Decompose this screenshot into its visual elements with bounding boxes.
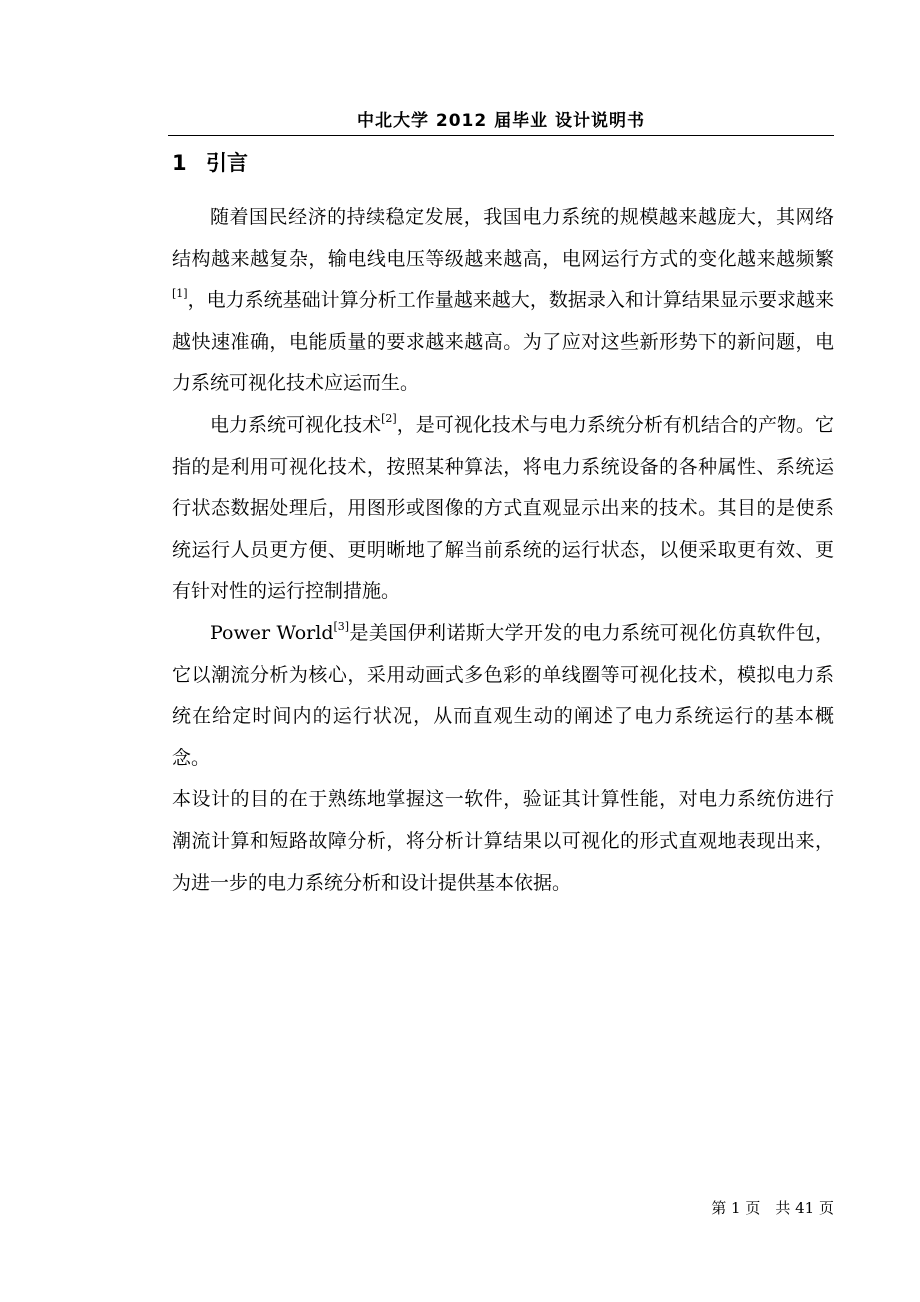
header-divider (168, 135, 834, 136)
body-text (172, 197, 834, 904)
paragraph-text: 是美国伊利诺斯大学开发的电力系统可视化仿真软件包，它以潮流分析为核心，采用动画式多色彩的单线圈等可视化技术，模拟电力系统在给定时间内的运行状况，从而直观生动的阐述了电力系统运行的基本概念。 (172, 621, 834, 769)
page-header: 中北大学 2012 届毕业 设计说明书 (356, 111, 646, 131)
citation-ref-3: [3] (333, 619, 350, 633)
paragraph-text: Power World (210, 621, 334, 644)
section-number: 1 (172, 151, 187, 175)
paragraph-text: ，是可视化技术与电力系统分析有机结合的产物。它指的是利用可视化技术，按照某种算法，将电力系统设备的各种属性、系统运行状态数据处理后，用图形或图像的方式直观显示出来的技术。其目的是使系统运行人员更方便、更明晰地了解当前系统的运行状态，以便采取更有效、更有针对性的运行控制措施。 (172, 413, 834, 603)
paragraph-background (172, 197, 834, 405)
page-number-footer: 第 1 页 共 41 页 (711, 1199, 834, 1217)
section-title: 引言 (206, 151, 248, 175)
paragraph-visualization (172, 405, 834, 613)
paragraph-text: 随着国民经济的持续稳定发展，我国电力系统的规模越来越庞大，其网络结构越来越复杂，输电线电压等级越来越高，电网运行方式的变化越来越频繁 (172, 206, 834, 270)
paragraph-text: 电力系统可视化技术 (210, 413, 382, 436)
citation-ref-2: [2] (381, 411, 397, 425)
section-heading (172, 146, 248, 180)
paragraph-text: ，电力系统基础计算分析工作量越来越大，数据录入和计算结果显示要求越来越快速准确，电能质量的要求越来越高。为了应对这些新形势下的新问题，电力系统可视化技术应运而生。 (172, 289, 834, 395)
citation-ref-1: [1] (172, 286, 188, 300)
paragraph-purpose: 本设计的目的在于熟练地掌握这一软件，验证其计算性能，对电力系统仿进行潮流计算和短路故障分析，将分析计算结果以可视化的形式直观地表现出来，为进一步的电力系统分析和设计提供基本依据。 (172, 788, 834, 894)
paragraph-powerworld (172, 613, 834, 779)
